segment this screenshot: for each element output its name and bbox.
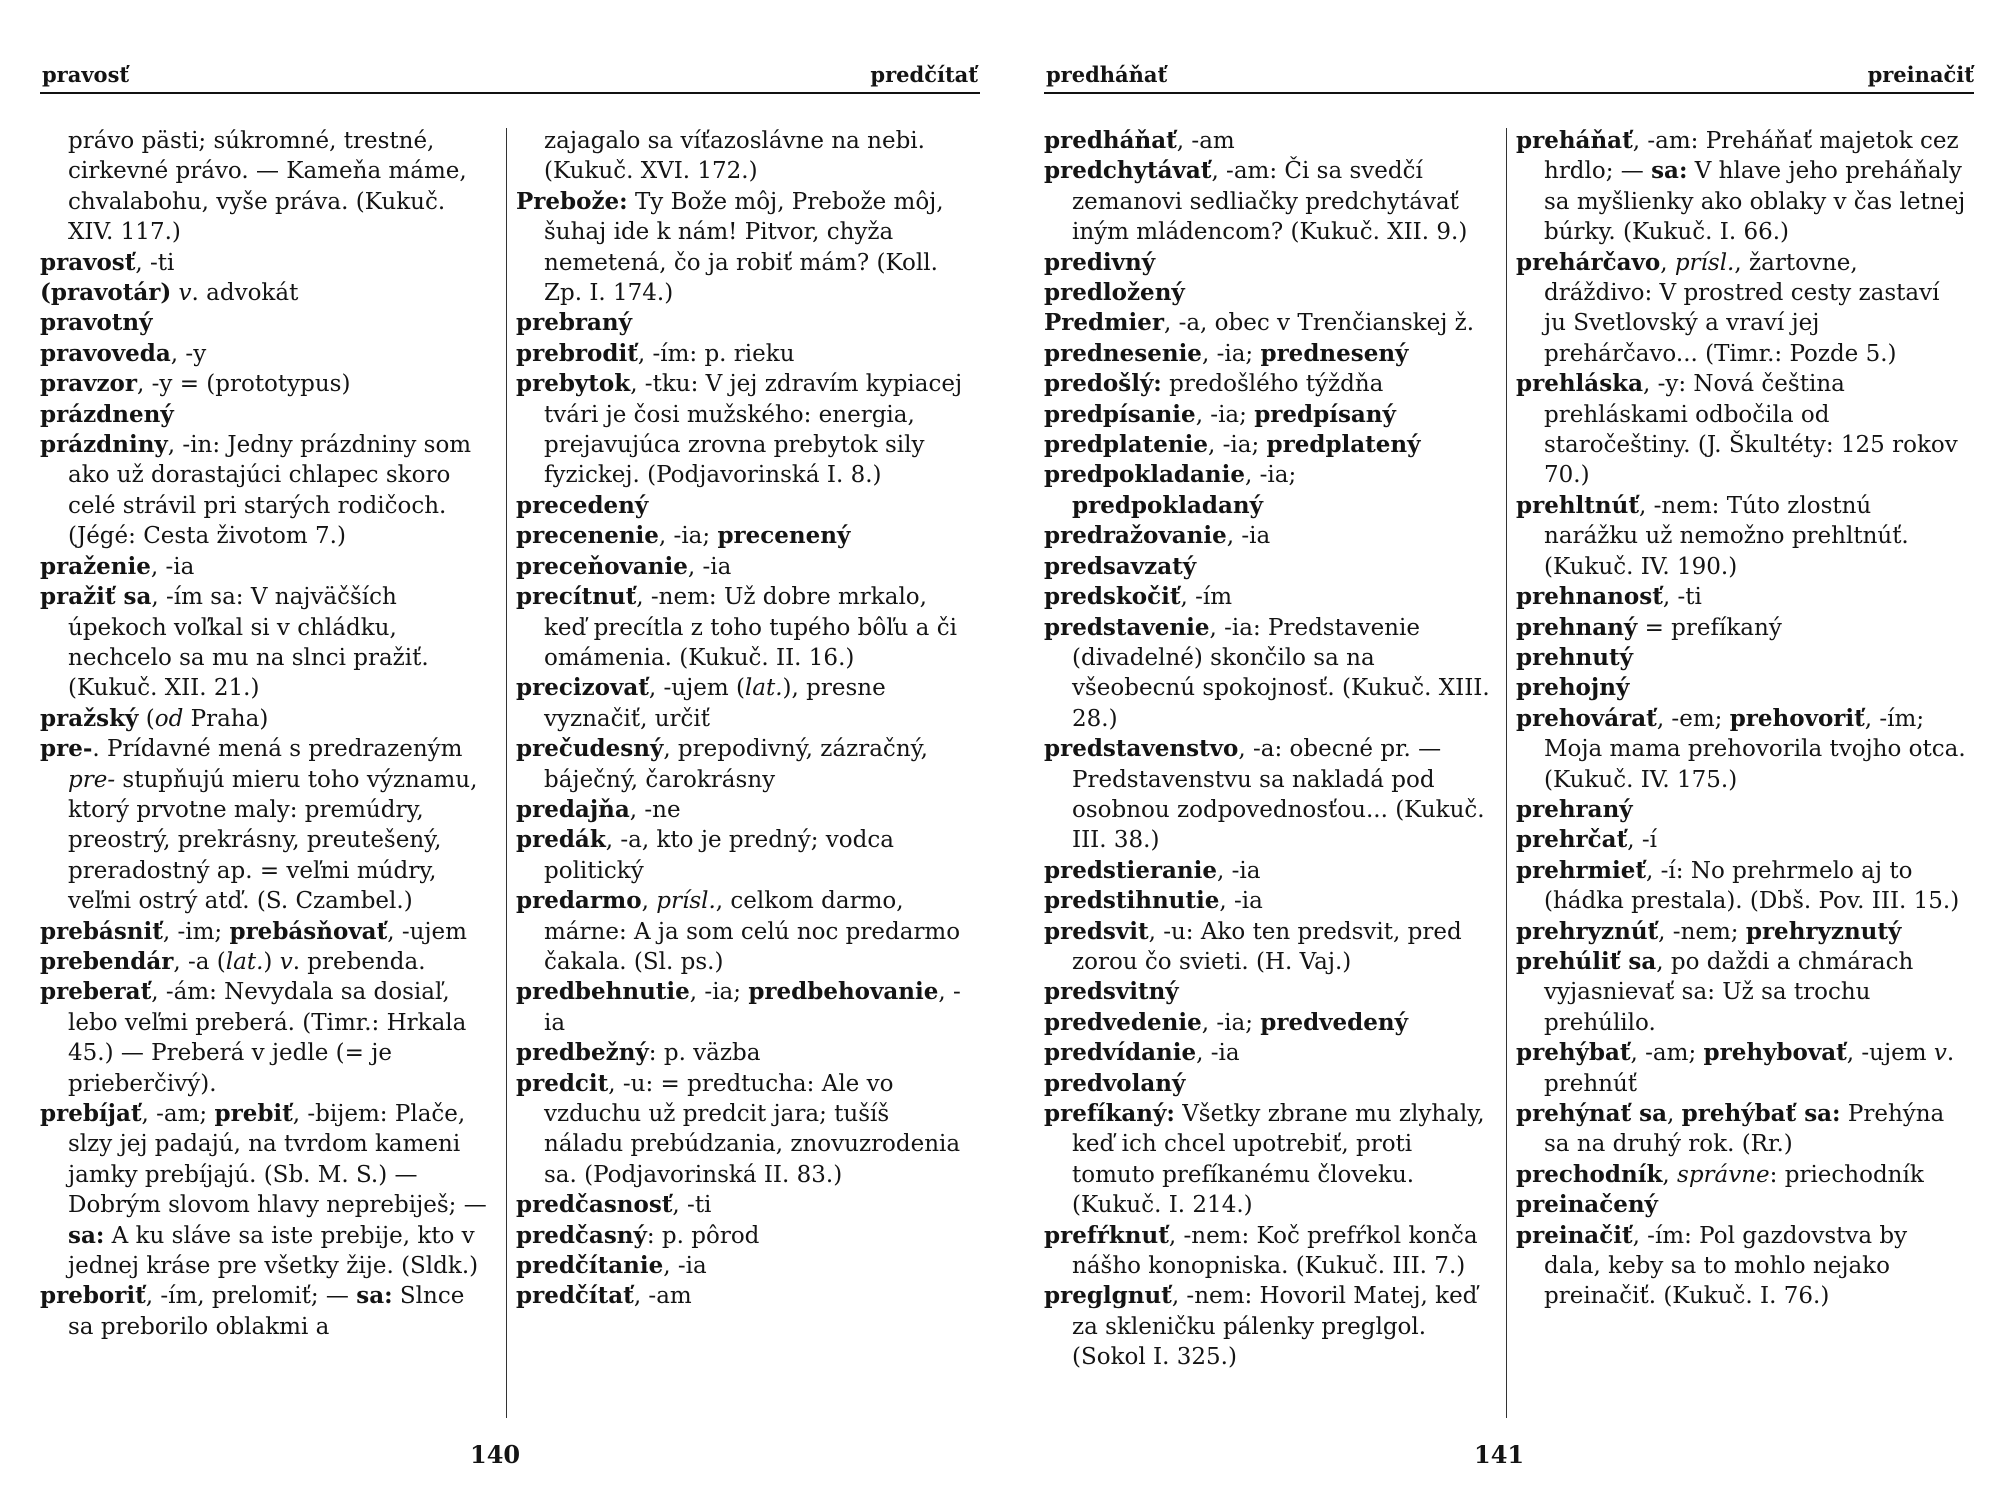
entry-text: , -a: obecné pr. — Predstavenstvu sa nakladá pod osobnou zodpovednosťou... (Kukuč. III. 38.) <box>1072 736 1485 854</box>
dictionary-entry <box>516 1221 966 1251</box>
headword: prednesenie <box>1044 339 1202 367</box>
dictionary-entry <box>40 977 490 1099</box>
headword: predčasný <box>516 1221 647 1249</box>
entry-text: , -ia; <box>1245 462 1297 489</box>
headword: prehrčať <box>1516 826 1628 854</box>
entry-text: , -im; <box>162 918 230 945</box>
entry-text: , -em; <box>1656 705 1730 732</box>
entry-text: , -a, obec v Trenčianskej ž. <box>1163 310 1475 337</box>
entry-text: : p. väzba <box>648 1040 761 1067</box>
headword: prehnutý <box>1516 643 1633 671</box>
headword: prehláska <box>1516 370 1643 398</box>
italic-note: od <box>154 705 184 732</box>
entry-text: ) <box>263 948 280 975</box>
headword: prebrodiť <box>516 339 638 367</box>
dictionary-entry <box>40 369 490 399</box>
italic-note: prísl. <box>1674 249 1735 276</box>
dictionary-entry <box>40 430 490 552</box>
entry-text: , -ujem <box>1846 1040 1934 1067</box>
column <box>1044 126 1494 1416</box>
dictionary-entry <box>1516 582 1966 612</box>
dictionary-entry <box>1044 856 1494 886</box>
headword: predbehovanie <box>748 978 939 1006</box>
headword: prednesený <box>1260 339 1409 367</box>
dictionary-entry <box>1516 613 1966 643</box>
headword: preglgnuť <box>1044 1282 1172 1310</box>
entry-text: , -ia; <box>1201 340 1261 367</box>
headword: prehybovať <box>1703 1039 1847 1067</box>
entry-text: , po daždi a chmárach vyjasnievať sa: Už sa trochu prehúlilo. <box>1544 948 1914 1036</box>
headword: prehovárať <box>1516 704 1657 732</box>
headword: predajňa <box>516 795 630 823</box>
entry-text: , -ti <box>672 1192 712 1219</box>
dictionary-entry <box>516 795 966 825</box>
dictionary-entry <box>516 734 966 795</box>
headword: predčasnosť <box>516 1191 673 1219</box>
dictionary-entry <box>516 308 966 338</box>
headword: prázdniny <box>40 431 168 459</box>
italic-note: prísl. <box>656 888 716 915</box>
headword: prebásniť <box>40 917 163 945</box>
dictionary-entry <box>1516 1190 1966 1220</box>
entry-text: , -ia <box>1226 523 1271 550</box>
dictionary-entry <box>1044 1099 1494 1221</box>
column <box>1516 126 1966 1416</box>
entry-text: Slnce sa preborilo oblakmi a <box>68 1283 465 1340</box>
italic-note: lat. <box>744 675 783 702</box>
column-divider <box>1506 128 1507 1418</box>
entry-text: , -bijem: Plače, slzy jej padajú, na tvrdom kameni jamky prebíjajú. (Sb. M. S.) — Dobrým slovom hlavy neprebiješ; — <box>68 1101 487 1219</box>
entry-text: , -am: Či sa svedčí zemanovi sedliačky predchytávať iným mládencom? (Kukuč. XII. 9.) <box>1072 158 1468 246</box>
entry-text: Všetky zbrane mu zlyhaly, keď ich chcel upotrebiť, proti tomuto prefíkanému človeku. (Kukuč. I. 214.) <box>1072 1101 1485 1219</box>
headword: predchytávať <box>1044 157 1212 185</box>
entry-text: Praha) <box>183 705 269 732</box>
right-page <box>998 0 1996 1500</box>
headword: (pravotár) <box>40 279 172 307</box>
dictionary-entry <box>516 977 966 1038</box>
headword: predstihnutie <box>1044 887 1220 915</box>
dictionary-entry <box>516 1281 966 1311</box>
dictionary-entry <box>1516 248 1966 370</box>
dictionary-entry <box>516 582 966 673</box>
headword: prehýbať <box>1516 1039 1631 1067</box>
dictionary-entry <box>516 1190 966 1220</box>
headword: prebásňovať <box>229 917 388 945</box>
entry-text: , -ia: Predstavenie (divadelné) skončilo sa na všeobecnú spokojnosť. (Kukuč. XIII. 28.) <box>1072 614 1490 732</box>
dictionary-entry <box>1516 917 1966 947</box>
entry-text: , -ia <box>1196 1040 1240 1067</box>
entry-text: , -nem: Hovoril Matej, keď za skleničku pálenky preglgol. (Sokol I. 325.) <box>1072 1283 1478 1371</box>
dictionary-entry <box>1516 1038 1966 1099</box>
dictionary-entry <box>516 673 966 734</box>
entry-text: V hlave jeho preháňaly sa myšlienky ako oblaky v čas letnej búrky. (Kukuč. I. 66.) <box>1544 158 1966 246</box>
dictionary-entry <box>1516 126 1966 248</box>
dictionary-entry <box>1044 156 1494 247</box>
dictionary-entry <box>1516 1099 1966 1160</box>
italic-note: pre- <box>68 766 116 793</box>
entry-text: , <box>1660 249 1675 276</box>
headword: predvídanie <box>1044 1039 1197 1067</box>
column-divider <box>506 128 507 1418</box>
entry-text: Ty Bože môj, Prebože môj, šuhaj ide k nám! Pitvor, chyža nemetená, čo ja robiť mám? (Koll. Zp. I. 174.) <box>544 188 944 307</box>
dictionary-entry <box>516 339 966 369</box>
dictionary-entry <box>1516 795 1966 825</box>
entry-text: , -ám: Nevydala sa dosiaľ, lebo veľmi preberá. (Timr.: Hrkala 45.) — Preberá v jedle (= je prieberčivý). <box>68 979 467 1097</box>
headword: precenený <box>717 522 851 550</box>
headword: predbežný <box>516 1039 649 1067</box>
headword: predvedený <box>1260 1008 1408 1036</box>
headword: predsvit <box>1044 917 1149 945</box>
entry-text: ( <box>138 705 155 732</box>
entry-text: ), presne vyznačiť, určiť <box>544 675 886 732</box>
entry-text: . Prídavné mená s predrazeným <box>92 736 463 763</box>
entry-text: , -ia <box>687 553 732 580</box>
entry-text: , žartovne, dráždivo: V prostred cesty zastaví ju Svetlovský a vraví jej prehárčavo... (Timr.: Pozde 5.) <box>1544 249 1940 367</box>
entry-text: , <box>641 888 657 915</box>
dictionary-entry <box>1044 552 1494 582</box>
dictionary-entry <box>1516 856 1966 917</box>
entry-text: , -ti <box>135 249 175 276</box>
dictionary-entry <box>40 917 490 947</box>
dictionary-entry <box>1044 126 1494 156</box>
entry-text: : priechodník <box>1769 1161 1924 1188</box>
entry-text: . prehnúť <box>1544 1040 1955 1097</box>
header-rule <box>40 92 980 94</box>
running-head-left: predháňať <box>1046 62 1168 87</box>
entry-text: A ku sláve sa iste prebije, kto v jednej kráse pre všetky žije. (Sldk.) <box>68 1222 479 1280</box>
headword: preinačený <box>1516 1191 1658 1219</box>
entry-text: , -ia <box>1216 857 1261 884</box>
column <box>40 126 490 1416</box>
page-number: 140 <box>470 1440 521 1469</box>
entry-text: , -a ( <box>173 948 226 975</box>
entry-text: právo pästi; súkromné, trestné, cirkevné právo. — Kameňa máme, chvalabohu, vyše práva. (Kukuč. XIV. 117.) <box>68 128 467 246</box>
headword: pravzor <box>40 370 137 398</box>
headword: prehraný <box>1516 795 1633 823</box>
italic-note: v <box>1933 1040 1947 1067</box>
headword: prehrmieť <box>1516 856 1647 884</box>
headword: predložený <box>1044 279 1185 307</box>
dictionary-entry <box>516 187 966 309</box>
column <box>516 126 966 1416</box>
dictionary-entry <box>1516 673 1966 703</box>
dictionary-entry <box>1044 400 1494 430</box>
headword: predháňať <box>1044 127 1177 154</box>
italic-note: v <box>178 280 192 307</box>
dictionary-entry <box>1044 248 1494 278</box>
entry-text: , -ia <box>150 553 195 580</box>
headword: prehryznutý <box>1745 917 1902 945</box>
headword: prebraný <box>516 309 633 337</box>
dictionary-entry <box>1044 1281 1494 1372</box>
dictionary-entry <box>40 126 490 248</box>
headword: precedený <box>516 491 649 519</box>
entry-text: , -am <box>1176 128 1235 154</box>
dictionary-entry <box>516 886 966 977</box>
entry-text: , -ujem <box>387 918 467 945</box>
headword: predpokladanie <box>1044 461 1245 489</box>
page-number: 141 <box>1474 1440 1525 1469</box>
dictionary-entry <box>1516 704 1966 795</box>
entry-text: predošlého týždňa <box>1161 371 1384 398</box>
dictionary-entry <box>516 521 966 551</box>
headword: prebendár <box>40 947 174 975</box>
entry-text: , -ia; <box>1195 401 1255 428</box>
entry-text: Prehýna sa na druhý rok. (Rr.) <box>1544 1101 1945 1158</box>
entry-text: , -am; <box>1630 1040 1704 1067</box>
headword: prehojný <box>1516 674 1630 702</box>
entry-text: , -ím; Moja mama prehovorila tvojho otca. (Kukuč. IV. 175.) <box>1544 705 1966 793</box>
dictionary-entry <box>40 400 490 430</box>
entry-text: , -ím sa: V najväčších úpekoch voľkal si v chládku, nechcelo sa mu na slnci pražiť. (Kukuč. XII. 21.) <box>68 584 429 702</box>
entry-text: , celkom darmo, márne: A ja som celú noc predarmo čakala. (Sl. ps.) <box>544 888 961 975</box>
headword: precenenie <box>516 522 659 550</box>
running-head-right: predčítať <box>870 62 978 87</box>
dictionary-entry <box>1044 1069 1494 1099</box>
headword: prechodník <box>1516 1160 1663 1188</box>
headword: predplatenie <box>1044 431 1208 459</box>
entry-text: , -a, kto je predný; vodca politický <box>544 827 894 884</box>
headword: prebíjať <box>40 1100 142 1127</box>
dictionary-entry <box>1044 308 1494 338</box>
headword: predplatený <box>1266 431 1421 459</box>
entry-text: , prepodivný, zázračný, báječný, čarokrásny <box>544 736 928 793</box>
entry-text: , -ia; <box>1208 432 1267 459</box>
running-head-left: pravosť <box>42 62 130 87</box>
dictionary-entry <box>1516 947 1966 1038</box>
headword: pravotný <box>40 309 153 337</box>
entry-text: , -u: Ako ten predsvit, pred zorou čo svieti. (H. Vaj.) <box>1072 918 1462 975</box>
headword: praženie <box>40 552 151 580</box>
headword: predpísanie <box>1044 400 1196 428</box>
entry-text: , -in: Jedny prázdniny som ako už dorastajúci chlapec skoro celé strávil pri starých rodičoch. (Jégé: Cesta životom 7.) <box>68 432 472 550</box>
headword: predvedenie <box>1044 1008 1202 1036</box>
italic-note: lat. <box>225 948 264 975</box>
entry-text: , -ia <box>663 1253 707 1280</box>
dictionary-entry <box>516 126 966 187</box>
entry-text: , -í <box>1627 827 1657 854</box>
headword: predsavzatý <box>1044 552 1197 580</box>
headword: prehovoriť <box>1729 704 1865 732</box>
dictionary-entry <box>1044 734 1494 856</box>
headword: prehryznúť <box>1516 917 1659 945</box>
headword: preinačiť <box>1516 1221 1633 1249</box>
headword: predbehnutie <box>516 978 690 1006</box>
dictionary-entry <box>1044 460 1494 521</box>
headword: prehúliť sa <box>1516 947 1657 975</box>
entry-text: , -ím, prelomiť; — <box>145 1283 357 1310</box>
dictionary-entry <box>1044 430 1494 460</box>
headword: preboriť <box>40 1282 146 1310</box>
dictionary-entry <box>516 491 966 521</box>
dictionary-entry <box>1044 1221 1494 1282</box>
headword: predvolaný <box>1044 1069 1186 1097</box>
dictionary-entry <box>1044 582 1494 612</box>
headword: predražovanie <box>1044 522 1227 550</box>
entry-text: , <box>1662 1161 1678 1188</box>
headword: prehýbať sa: <box>1681 1100 1841 1127</box>
entry-text: , -ím: p. rieku <box>637 340 795 367</box>
headword: prehárčavo <box>1516 248 1661 276</box>
entry-text: , -ia <box>544 979 961 1036</box>
headword: predivný <box>1044 248 1156 276</box>
headword: prázdnený <box>40 400 174 428</box>
dictionary-entry <box>1044 977 1494 1007</box>
entry-text: , -tku: V jej zdravím kypiacej tvári je čosi mužského: energia, prejavujúca zrovna prebytok sily fyzickej. (Podjavorinská I. 8.) <box>544 371 963 489</box>
headword: sa: <box>1651 157 1688 185</box>
headword: predpísaný <box>1254 400 1396 428</box>
entry-text: , -ti <box>1662 584 1702 611</box>
dictionary-entry <box>1044 917 1494 978</box>
running-head-right: preinačiť <box>1867 62 1974 87</box>
headword: pražiť sa <box>40 583 152 611</box>
entry-text: , -ím <box>1180 584 1233 611</box>
entry-text: , -y: Nová čeština prehláskami odbočila od staročeštiny. (J. Škultéty: 125 rokov 70.) <box>1544 371 1958 489</box>
italic-note: správne <box>1677 1161 1770 1188</box>
dictionary-entry <box>1044 339 1494 369</box>
dictionary-entry <box>40 582 490 704</box>
header-rule <box>1044 92 1974 94</box>
headword: precizovať <box>516 674 649 702</box>
headword: pre- <box>40 735 93 763</box>
entry-text: : p. pôrod <box>646 1222 760 1249</box>
entry-text: , -u: = predtucha: Ale vo vzduchu už predcit jara; tušíš náladu prebúdzania, znovuzrodenia sa. (Podjavorinská II. 83.) <box>544 1070 961 1188</box>
headword: Predmier <box>1044 309 1164 337</box>
headword: prefŕknuť <box>1044 1221 1169 1249</box>
headword: pražský <box>40 704 139 732</box>
entry-text: , <box>1667 1101 1682 1127</box>
entry-text: , -ne <box>629 796 681 823</box>
entry-text <box>171 280 178 306</box>
entry-text: , -am; <box>141 1101 215 1127</box>
headword: prehnanosť <box>1516 583 1663 611</box>
entry-text: , -ia; <box>689 979 749 1006</box>
dictionary-entry <box>40 248 490 278</box>
headword: pravoveda <box>40 339 171 367</box>
headword: sa: <box>68 1221 105 1249</box>
headword: predák <box>516 826 606 854</box>
dictionary-entry <box>1044 521 1494 551</box>
entry-text: , -ujem ( <box>648 675 745 702</box>
entry-text: , -y <box>170 340 207 367</box>
entry-text: , -nem: Už dobre mrkalo, keď precítla z toho tupého bôľu a či omámenia. (Kukuč. II. 16.) <box>544 584 957 671</box>
entry-text: , -nem: Koč prefŕkol konča nášho konopniska. (Kukuč. III. 7.) <box>1072 1222 1478 1280</box>
headword: predstieranie <box>1044 856 1217 884</box>
entry-text: , -nem; <box>1658 918 1746 945</box>
dictionary-entry <box>516 1251 966 1281</box>
headword: predošlý: <box>1044 370 1162 398</box>
dictionary-entry <box>40 1281 490 1342</box>
headword: predpokladaný <box>1072 491 1263 519</box>
entry-text: , -ia <box>1219 888 1263 915</box>
headword: predčítať <box>516 1282 634 1310</box>
headword: predstavenstvo <box>1044 735 1239 763</box>
entry-text: , -y = (prototypus) <box>137 371 351 398</box>
entry-text: stupňujú mieru toho významu, ktorý prvotne maly: premúdry, preostrý, prekrásny, preutešený, preradostný ap. = veľmi múdry, veľmi ostrý atď. (S. Czambel.) <box>68 766 478 915</box>
dictionary-entry <box>516 1038 966 1068</box>
dictionary-entry <box>40 552 490 582</box>
headword: Prebože: <box>516 187 628 215</box>
entry-text: . prebenda. <box>292 948 426 975</box>
entry-text: , -ia; <box>1201 1009 1261 1036</box>
dictionary-entry <box>516 369 966 491</box>
entry-text: , -am: Preháňať majetok cez hrdlo; — <box>1544 128 1959 185</box>
headword: predsvitný <box>1044 978 1179 1006</box>
headword: preháňať <box>1516 127 1633 154</box>
headword: precítnuť <box>516 583 637 611</box>
headword: pravosť <box>40 248 136 276</box>
headword: prebiť <box>214 1100 293 1127</box>
dictionary-entry <box>40 339 490 369</box>
headword: predstavenie <box>1044 613 1210 641</box>
dictionary-entry <box>40 278 490 308</box>
dictionary-entry <box>40 734 490 916</box>
entry-text: , -am <box>633 1283 692 1310</box>
headword: prebytok <box>516 370 631 398</box>
dictionary-entry <box>1044 369 1494 399</box>
headword: prehýnať sa <box>1516 1100 1668 1127</box>
entry-text: = prefíkaný <box>1637 614 1782 641</box>
dictionary-entry <box>1516 491 1966 582</box>
entry-text: , -nem: Túto zlostnú narážku už nemožno prehltnúť. (Kukuč. IV. 190.) <box>1544 492 1909 580</box>
dictionary-entry <box>516 825 966 886</box>
headword: prečudesný <box>516 735 664 763</box>
dictionary-entry <box>40 308 490 338</box>
dictionary-entry <box>516 552 966 582</box>
entry-text: , -í: No prehrmelo aj to (hádka prestala). (Dbš. Pov. III. 15.) <box>1544 857 1960 915</box>
dictionary-entry <box>1516 1160 1966 1190</box>
dictionary-entry <box>1516 825 1966 855</box>
entry-text: , -ím: Pol gazdovstva by dala, keby sa to mohlo nejako preinačiť. (Kukuč. I. 76.) <box>1544 1222 1908 1310</box>
entry-text: , -ia; <box>658 523 718 550</box>
headword: preceňovanie <box>516 552 688 580</box>
dictionary-entry <box>516 1069 966 1191</box>
dictionary-entry <box>1044 613 1494 735</box>
dictionary-entry <box>1044 886 1494 916</box>
dictionary-entry <box>40 947 490 977</box>
headword: sa: <box>356 1282 393 1310</box>
entry-text: zajagalo sa víťazoslávne na nebi. (Kukuč. XVI. 172.) <box>544 128 925 185</box>
entry-text: . advokát <box>191 280 299 307</box>
dictionary-entry <box>1044 1038 1494 1068</box>
headword: prefíkaný: <box>1044 1100 1175 1127</box>
headword: predarmo <box>516 887 642 915</box>
dictionary-entry <box>40 1099 490 1281</box>
headword: preberať <box>40 978 152 1006</box>
headword: predčítanie <box>516 1252 664 1280</box>
headword: prehnaný <box>1516 613 1638 641</box>
dictionary-entry <box>1516 643 1966 673</box>
dictionary-entry <box>1044 1008 1494 1038</box>
dictionary-entry <box>1516 369 1966 491</box>
headword: prehltnúť <box>1516 491 1639 519</box>
dictionary-entry <box>40 704 490 734</box>
dictionary-entry <box>1516 1221 1966 1312</box>
italic-note: v <box>279 948 293 975</box>
headword: predskočiť <box>1044 583 1181 611</box>
headword: predcit <box>516 1069 609 1097</box>
dictionary-entry <box>1044 278 1494 308</box>
